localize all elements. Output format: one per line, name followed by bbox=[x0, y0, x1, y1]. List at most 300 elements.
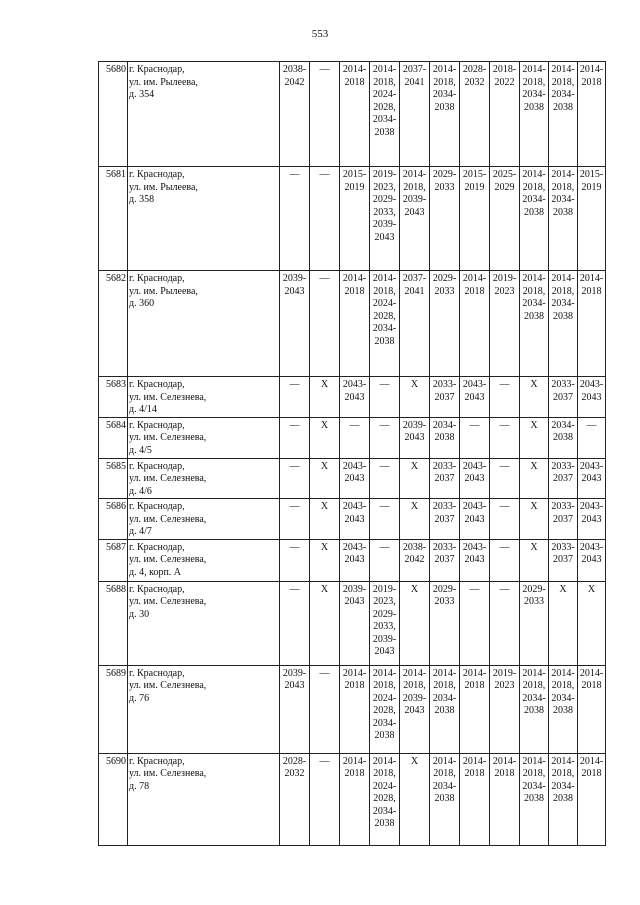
period-cell bbox=[490, 377, 520, 418]
period-line: 2038 bbox=[374, 335, 395, 347]
table-row bbox=[99, 581, 606, 665]
period-line: 2043 bbox=[404, 432, 425, 443]
period-line: 2033- bbox=[432, 541, 457, 553]
period-line: 2033- bbox=[432, 460, 457, 472]
period-cell bbox=[490, 271, 520, 377]
period-line: — bbox=[289, 169, 300, 180]
table-row bbox=[99, 62, 606, 167]
period-line: 2038- bbox=[282, 64, 307, 75]
period-line: — bbox=[319, 273, 330, 284]
table-row bbox=[99, 271, 606, 377]
period-line: 2034- bbox=[551, 780, 575, 792]
period-line: 2018, bbox=[551, 285, 575, 297]
period-line: 2024- bbox=[372, 298, 397, 309]
period-cell bbox=[520, 539, 549, 581]
period-line: 2037 bbox=[434, 554, 455, 565]
period-line: 2034- bbox=[551, 194, 575, 205]
period-line: X bbox=[530, 379, 538, 390]
period-line: 2034- bbox=[551, 419, 575, 431]
period-line: 2015- bbox=[462, 169, 487, 180]
period-cell bbox=[490, 539, 520, 581]
period-cell bbox=[430, 753, 460, 845]
address-cell bbox=[128, 539, 280, 581]
period-line: 2038 bbox=[553, 206, 573, 218]
period-line: X bbox=[410, 379, 419, 390]
period-line: 2043 bbox=[344, 391, 365, 403]
period-line: 2039- bbox=[402, 419, 427, 431]
period-line: 2014- bbox=[372, 273, 397, 284]
period-line: 2043 bbox=[404, 705, 425, 716]
period-cell bbox=[400, 753, 430, 845]
period-line: 2038 bbox=[553, 101, 573, 113]
period-line: 2033, bbox=[373, 621, 396, 632]
period-line: 2014- bbox=[579, 64, 604, 75]
period-cell bbox=[520, 417, 549, 458]
period-line: 2028, bbox=[373, 101, 396, 113]
period-line: 2032 bbox=[464, 76, 485, 88]
period-line: 2037 bbox=[553, 473, 573, 484]
row-number: 5686 bbox=[99, 499, 128, 540]
period-line: X bbox=[320, 379, 329, 390]
period-cell bbox=[430, 167, 460, 271]
period-cell bbox=[578, 377, 606, 418]
address-cell bbox=[128, 377, 280, 418]
period-cell bbox=[578, 581, 606, 665]
period-line: X bbox=[320, 460, 329, 472]
period-line: 2037- bbox=[402, 64, 427, 75]
period-line: 2025- bbox=[492, 169, 517, 180]
period-line: 2034- bbox=[432, 419, 457, 431]
period-line: 2034- bbox=[372, 323, 397, 334]
period-line: 2014- bbox=[551, 755, 575, 767]
period-line: 2018, bbox=[522, 768, 546, 779]
period-line: 2034- bbox=[522, 692, 546, 704]
period-line: — bbox=[586, 419, 597, 431]
period-line: 2014- bbox=[432, 64, 457, 75]
period-cell bbox=[340, 167, 370, 271]
period-cell bbox=[370, 377, 400, 418]
address-line: г. Краснодар, bbox=[129, 755, 185, 767]
period-line: 2014- bbox=[492, 755, 517, 767]
period-line: 2043- bbox=[462, 379, 487, 390]
period-line: 2018 bbox=[344, 285, 365, 297]
period-cell bbox=[400, 167, 430, 271]
period-line: 2038 bbox=[553, 310, 573, 322]
period-line: 2018, bbox=[403, 181, 426, 193]
period-cell bbox=[310, 62, 340, 167]
period-cell bbox=[490, 665, 520, 753]
period-line: 2014- bbox=[462, 273, 487, 284]
period-line: 2014- bbox=[462, 667, 487, 679]
period-line: 2018, bbox=[522, 76, 546, 88]
period-line: — bbox=[289, 419, 300, 431]
period-cell bbox=[430, 271, 460, 377]
period-line: 2033 bbox=[524, 596, 544, 607]
address-line: д. 4/5 bbox=[129, 444, 152, 456]
address-line: г. Краснодар, bbox=[129, 169, 185, 180]
period-line: 2014- bbox=[551, 667, 575, 679]
period-cell bbox=[490, 499, 520, 540]
period-line: 2038 bbox=[434, 432, 455, 443]
period-line: 2014- bbox=[551, 169, 575, 180]
period-cell bbox=[280, 753, 310, 845]
period-cell bbox=[370, 167, 400, 271]
period-line: 2043 bbox=[374, 646, 395, 657]
period-line: 2034- bbox=[432, 780, 457, 792]
period-line: — bbox=[289, 460, 300, 472]
period-line: 2037 bbox=[434, 391, 455, 403]
period-line: 2018, bbox=[373, 680, 396, 691]
period-line: 2034- bbox=[372, 114, 397, 125]
period-cell bbox=[460, 271, 490, 377]
period-cell bbox=[370, 417, 400, 458]
table-body bbox=[99, 62, 606, 846]
period-line: 2034- bbox=[522, 194, 546, 205]
period-line: 2024- bbox=[372, 89, 397, 100]
period-line: 2022 bbox=[494, 76, 515, 88]
period-cell bbox=[370, 271, 400, 377]
period-cell bbox=[460, 665, 490, 753]
period-line: 2014- bbox=[522, 273, 546, 284]
period-cell bbox=[520, 167, 549, 271]
table-row bbox=[99, 753, 606, 845]
period-line: 2043- bbox=[342, 541, 367, 553]
period-line: 2043 bbox=[344, 513, 365, 525]
period-line: 2023, bbox=[373, 596, 396, 607]
period-line: 2042 bbox=[284, 76, 305, 88]
period-line: 2018 bbox=[581, 768, 602, 779]
period-line: 2039- bbox=[282, 273, 307, 284]
period-cell bbox=[578, 665, 606, 753]
period-line: 2034- bbox=[372, 805, 397, 817]
period-cell bbox=[280, 458, 310, 499]
period-line: 2029- bbox=[432, 273, 457, 284]
period-line: X bbox=[530, 460, 538, 472]
period-line: 2033- bbox=[432, 379, 457, 390]
period-line: 2033- bbox=[551, 379, 575, 390]
period-line: 2014- bbox=[402, 667, 427, 679]
period-cell bbox=[340, 665, 370, 753]
period-cell bbox=[400, 665, 430, 753]
period-line: 2043- bbox=[462, 501, 487, 512]
period-line: 2038 bbox=[553, 432, 573, 443]
period-line: 2034- bbox=[551, 298, 575, 309]
address-cell bbox=[128, 581, 280, 665]
period-line: 2018 bbox=[344, 680, 365, 691]
period-cell bbox=[310, 539, 340, 581]
period-line: 2038 bbox=[434, 793, 455, 804]
period-line: 2039- bbox=[342, 583, 367, 595]
period-line: 2043 bbox=[344, 596, 365, 607]
period-cell bbox=[280, 499, 310, 540]
period-line: 2018 bbox=[581, 285, 602, 297]
period-cell bbox=[578, 539, 606, 581]
period-line: 2018 bbox=[344, 76, 365, 88]
period-line: 2038 bbox=[524, 705, 544, 716]
period-cell bbox=[310, 167, 340, 271]
row-number: 5690 bbox=[99, 753, 128, 845]
period-line: X bbox=[530, 541, 538, 553]
address-cell bbox=[128, 271, 280, 377]
period-line: 2029- bbox=[432, 169, 457, 180]
period-line: 2043 bbox=[344, 473, 365, 484]
period-line: 2019 bbox=[344, 181, 365, 193]
period-cell bbox=[370, 581, 400, 665]
period-line: 2018, bbox=[373, 285, 396, 297]
period-line: 2038 bbox=[434, 705, 455, 716]
period-line: 2034- bbox=[522, 89, 546, 100]
address-line: ул. им. Селезнева, bbox=[129, 680, 207, 691]
page-number: 553 bbox=[311, 28, 329, 40]
period-cell bbox=[578, 167, 606, 271]
period-cell bbox=[460, 499, 490, 540]
period-line: 2014- bbox=[402, 169, 427, 180]
period-line: X bbox=[320, 501, 329, 512]
period-cell bbox=[460, 417, 490, 458]
period-line: 2023 bbox=[494, 680, 515, 691]
row-number: 5681 bbox=[99, 167, 128, 271]
period-line: — bbox=[289, 501, 300, 512]
address-line: д. 354 bbox=[129, 89, 155, 100]
period-line: 2039- bbox=[402, 194, 427, 205]
period-cell bbox=[370, 499, 400, 540]
period-cell bbox=[310, 499, 340, 540]
period-line: 2018 bbox=[344, 768, 365, 779]
period-line: 2019- bbox=[492, 667, 517, 679]
period-line: — bbox=[379, 419, 390, 431]
address-line: д. 4/14 bbox=[129, 404, 157, 415]
period-cell bbox=[400, 499, 430, 540]
period-line: X bbox=[530, 419, 538, 431]
period-line: 2038 bbox=[524, 101, 544, 113]
period-cell bbox=[280, 271, 310, 377]
period-cell bbox=[310, 665, 340, 753]
period-line: 2038 bbox=[524, 793, 544, 804]
period-line: 2029- bbox=[522, 583, 546, 595]
table-row bbox=[99, 499, 606, 540]
period-line: 2029 bbox=[494, 181, 515, 193]
period-line: 2014- bbox=[372, 755, 397, 767]
period-line: X bbox=[410, 501, 419, 512]
period-cell bbox=[578, 499, 606, 540]
period-line: 2042 bbox=[404, 554, 425, 565]
period-line: — bbox=[349, 419, 360, 431]
address-line: д. 4/6 bbox=[129, 485, 152, 497]
period-line: 2043- bbox=[462, 541, 487, 553]
table-row bbox=[99, 377, 606, 418]
period-line: 2014- bbox=[522, 755, 546, 767]
period-cell bbox=[400, 62, 430, 167]
period-cell bbox=[340, 458, 370, 499]
period-cell bbox=[460, 62, 490, 167]
period-line: 2037- bbox=[402, 273, 427, 284]
period-cell bbox=[310, 753, 340, 845]
period-cell bbox=[520, 499, 549, 540]
address-line: д. 30 bbox=[129, 608, 150, 620]
period-line: 2018, bbox=[373, 768, 396, 779]
address-cell bbox=[128, 458, 280, 499]
period-line: X bbox=[410, 583, 419, 595]
period-line: 2037 bbox=[434, 513, 455, 525]
address-line: ул. им. Селезнева, bbox=[129, 391, 207, 403]
period-line: 2043 bbox=[581, 391, 602, 403]
period-line: 2018 bbox=[464, 680, 485, 691]
period-cell bbox=[400, 581, 430, 665]
period-cell bbox=[490, 417, 520, 458]
period-cell bbox=[370, 458, 400, 499]
address-line: д. 76 bbox=[129, 692, 150, 704]
period-line: — bbox=[499, 379, 510, 390]
period-cell bbox=[460, 581, 490, 665]
period-cell bbox=[578, 62, 606, 167]
period-line: — bbox=[319, 169, 330, 180]
period-line: 2028, bbox=[373, 793, 396, 804]
period-cell bbox=[549, 62, 578, 167]
period-line: 2018, bbox=[433, 768, 456, 779]
address-cell bbox=[128, 167, 280, 271]
address-line: г. Краснодар, bbox=[129, 460, 185, 472]
period-line: 2018, bbox=[551, 680, 575, 691]
period-line: 2019- bbox=[372, 169, 397, 180]
table-row bbox=[99, 417, 606, 458]
period-line: X bbox=[559, 583, 567, 595]
row-number: 5683 bbox=[99, 377, 128, 418]
period-line: 2033 bbox=[434, 596, 455, 607]
period-line: — bbox=[379, 501, 390, 512]
period-line: 2033, bbox=[373, 206, 396, 218]
address-cell bbox=[128, 62, 280, 167]
period-cell bbox=[549, 377, 578, 418]
address-line: г. Краснодар, bbox=[129, 583, 185, 595]
period-line: 2037 bbox=[553, 391, 573, 403]
period-line: 2028- bbox=[462, 64, 487, 75]
period-line: 2014- bbox=[522, 667, 546, 679]
period-cell bbox=[578, 458, 606, 499]
period-line: 2034- bbox=[432, 89, 457, 100]
period-cell bbox=[280, 167, 310, 271]
period-cell bbox=[370, 665, 400, 753]
period-cell bbox=[310, 458, 340, 499]
period-cell bbox=[549, 581, 578, 665]
period-cell bbox=[549, 417, 578, 458]
period-line: 2014- bbox=[551, 64, 575, 75]
period-line: — bbox=[499, 501, 510, 512]
period-cell bbox=[520, 458, 549, 499]
period-cell bbox=[520, 62, 549, 167]
row-number: 5685 bbox=[99, 458, 128, 499]
address-line: д. 360 bbox=[129, 298, 155, 309]
period-line: 2014- bbox=[551, 273, 575, 284]
period-line: 2043 bbox=[284, 285, 305, 297]
period-line: 2018, bbox=[403, 680, 426, 691]
period-line: 2043 bbox=[464, 473, 485, 484]
table-row bbox=[99, 458, 606, 499]
address-line: ул. им. Селезнева, bbox=[129, 596, 207, 607]
period-cell bbox=[549, 539, 578, 581]
period-cell bbox=[430, 377, 460, 418]
period-line: 2014- bbox=[432, 667, 457, 679]
period-cell bbox=[430, 458, 460, 499]
period-line: 2037 bbox=[553, 554, 573, 565]
period-line: 2043 bbox=[464, 554, 485, 565]
period-line: 2037 bbox=[434, 473, 455, 484]
period-cell bbox=[340, 417, 370, 458]
period-line: 2034- bbox=[432, 692, 457, 704]
period-line: 2039- bbox=[372, 219, 397, 230]
period-line: 2029- bbox=[372, 194, 397, 205]
period-line: X bbox=[320, 541, 329, 553]
period-line: 2014- bbox=[432, 755, 457, 767]
address-line: г. Краснодар, bbox=[129, 64, 185, 75]
period-line: 2033- bbox=[432, 501, 457, 512]
period-line: 2043- bbox=[342, 501, 367, 512]
period-line: 2033- bbox=[551, 460, 575, 472]
period-cell bbox=[520, 665, 549, 753]
period-cell bbox=[340, 377, 370, 418]
period-line: 2043- bbox=[579, 460, 604, 472]
period-cell bbox=[460, 167, 490, 271]
period-line: 2018, bbox=[551, 768, 575, 779]
address-cell bbox=[128, 499, 280, 540]
period-line: 2014- bbox=[579, 755, 604, 767]
period-line: 2023 bbox=[494, 285, 515, 297]
period-cell bbox=[430, 581, 460, 665]
address-line: г. Краснодар, bbox=[129, 541, 185, 553]
row-number: 5684 bbox=[99, 417, 128, 458]
period-line: 2014- bbox=[372, 667, 397, 679]
period-line: 2043 bbox=[581, 513, 602, 525]
period-line: 2033- bbox=[551, 541, 575, 553]
period-line: 2014- bbox=[522, 64, 546, 75]
period-cell bbox=[490, 581, 520, 665]
period-line: 2038 bbox=[374, 818, 395, 829]
period-line: 2018- bbox=[492, 64, 517, 75]
period-cell bbox=[430, 539, 460, 581]
period-cell bbox=[340, 581, 370, 665]
period-cell bbox=[400, 271, 430, 377]
period-line: 2018, bbox=[522, 181, 546, 193]
period-cell bbox=[340, 62, 370, 167]
period-line: 2043 bbox=[464, 513, 485, 525]
period-line: 2034- bbox=[372, 717, 397, 729]
period-cell bbox=[549, 271, 578, 377]
period-line: 2023, bbox=[373, 181, 396, 193]
period-line: — bbox=[319, 755, 330, 767]
period-line: 2039- bbox=[372, 633, 397, 645]
period-line: 2015- bbox=[579, 169, 604, 180]
period-cell bbox=[280, 377, 310, 418]
period-cell bbox=[430, 62, 460, 167]
period-line: 2014- bbox=[342, 64, 367, 75]
period-line: 2019 bbox=[464, 181, 485, 193]
period-line: 2039- bbox=[402, 692, 427, 704]
address-line: г. Краснодар, bbox=[129, 273, 185, 284]
period-line: X bbox=[410, 460, 419, 472]
address-line: д. 4, корп. А bbox=[129, 566, 182, 578]
period-cell bbox=[490, 62, 520, 167]
address-line: г. Краснодар, bbox=[129, 419, 185, 431]
row-number: 5689 bbox=[99, 665, 128, 753]
period-line: — bbox=[379, 379, 390, 390]
period-line: 2038 bbox=[524, 206, 544, 218]
row-number: 5688 bbox=[99, 581, 128, 665]
period-cell bbox=[280, 417, 310, 458]
address-line: г. Краснодар, bbox=[129, 667, 185, 679]
address-line: ул. им. Рылеева, bbox=[129, 285, 198, 297]
period-line: 2019- bbox=[492, 273, 517, 284]
period-cell bbox=[310, 377, 340, 418]
period-line: 2014- bbox=[372, 64, 397, 75]
